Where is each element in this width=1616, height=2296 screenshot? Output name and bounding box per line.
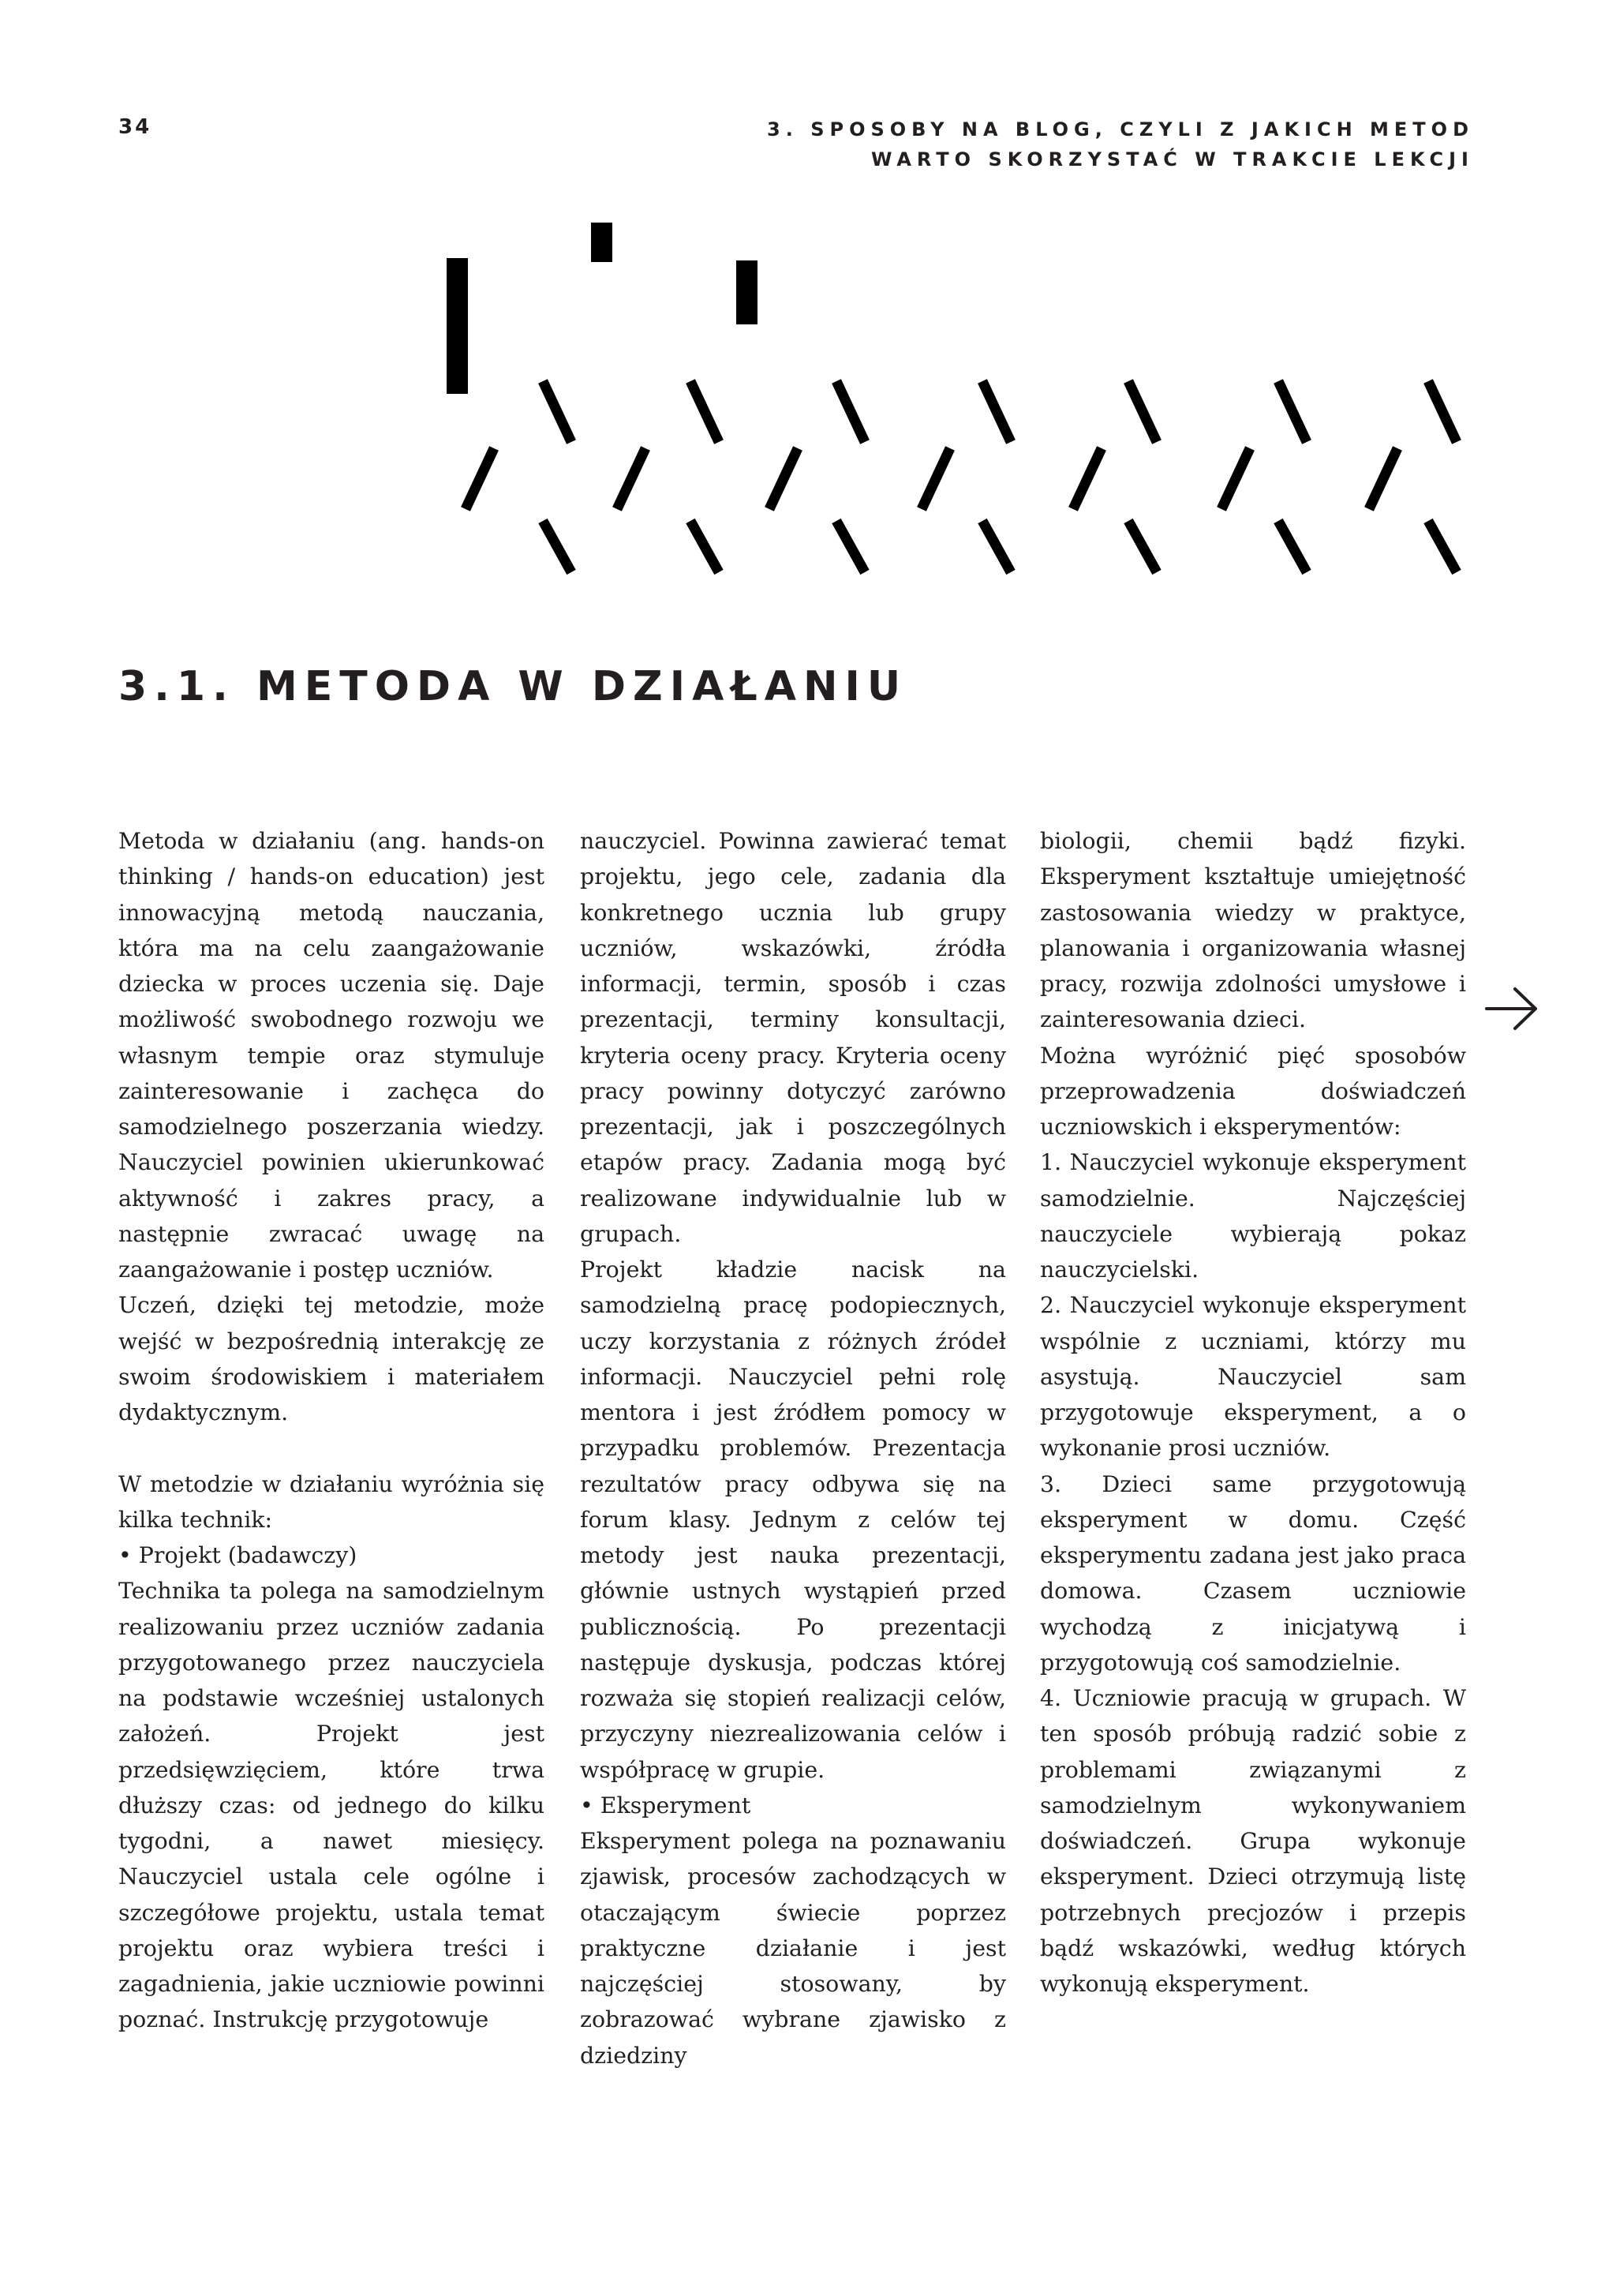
paragraph: • Eksperyment bbox=[580, 1792, 751, 1818]
paragraph: 4. Uczniowie pracują w grupach. W ten sposób próbują radzić sobie z problemami związanymi z samodzielnym wykonywaniem doświadczeń. Grupa wykonuje eksperyment. Dzieci otrzymują listę potrzebnych precjozów i przepis bądź wskazówki, według których wykonują eksperyment. bbox=[1040, 1685, 1466, 1997]
slash-mark bbox=[617, 448, 645, 509]
page-number: 34 bbox=[118, 115, 152, 139]
slash-mark bbox=[1369, 448, 1397, 509]
paragraph: nauczyciel. Powinna zawierać temat projektu, jego cele, zadania dla konkretnego ucznia lub grupy uczniów, wskazówki, źródła informacji, termin, sposób i czas prezentacji, terminy konsultacji, kryteria oceny pracy. Kryteria oceny pracy powinny dotyczyć zarówno prezentacji, jak i poszczególnych etapów pracy. Zadania mogą być realizowane indywidualnie lub w grupach. bbox=[580, 828, 1006, 1247]
slash-mark bbox=[836, 521, 865, 572]
slash-mark bbox=[690, 381, 719, 442]
slash-mark bbox=[1278, 521, 1307, 572]
paragraph: Technika ta polega na samodzielnym realizowaniu przez uczniów zadania przygotowanego przez nauczyciela na podstawie wcześniej ustalonych założeń. Projekt jest przedsięwzięciem, które trwa dłuższy czas: od jednego do kilku tygodni, a nawet miesięcy. Nauczyciel ustala cele ogólne i szczegółowe projektu, ustala temat projektu oraz wybiera treści i zagadnienia, jakie uczniowie powinni poznać. Instrukcję przygotowuje bbox=[118, 1578, 544, 2033]
running-header-line-1: 3. SPOSOBY NA BLOG, CZYLI Z JAKICH METOD bbox=[767, 118, 1474, 140]
text-column-2 bbox=[580, 823, 1006, 2073]
vertical-bar bbox=[591, 223, 612, 262]
text-column-3 bbox=[1040, 823, 1466, 2002]
vertical-bar bbox=[736, 260, 758, 324]
paragraph: W metodzie w działaniu wyróżnia się kilka technik: bbox=[118, 1470, 544, 1533]
paragraph: • Projekt (badawczy) bbox=[118, 1542, 357, 1568]
paragraph: Projekt kładzie nacisk na samodzielną pracę podopiecznych, uczy korzystania z różnych źródeł informacji. Nauczyciel pełni rolę mentora i jest źródłem pomocy w przypadku problemów. Prezentacja rezultatów pracy odbywa się na forum klasy. Jednym z celów tej metody jest nauka prezentacji, głównie ustnych wystąpień przed publicznością. Po prezentacji następuje dyskusja, podczas której rozważa się stopień realizacji celów, przyczyny niezrealizowania celów i współpracę w grupie. bbox=[580, 1257, 1006, 1783]
paragraph: biologii, chemii bądź fizyki. Eksperyment kształtuje umiejętność zastosowania wiedzy w praktyce, planowania i organizowania własnej pracy, rozwija zdolności umysłowe i zainteresowania dzieci. bbox=[1040, 828, 1466, 1033]
vertical-bar bbox=[447, 258, 468, 394]
paragraph: 2. Nauczyciel wykonuje eksperyment wspólnie z uczniami, którzy mu asystują. Nauczyciel sam przygotowuje eksperyment, a o wykonanie prosi uczniów. bbox=[1040, 1292, 1466, 1462]
paragraph: Eksperyment polega na poznawaniu zjawisk, procesów zachodzących w otaczającym świecie poprzez praktyczne działanie i jest najczęściej stosowany, by zobrazować wybrane zjawisko z dziedziny bbox=[580, 1828, 1006, 2069]
slash-mark bbox=[922, 448, 950, 509]
dash-pattern-icon bbox=[0, 0, 1616, 600]
slash-mark bbox=[982, 521, 1011, 572]
paragraph: 1. Nauczyciel wykonuje eksperyment samodzielnie. Najczęściej nauczyciele wybierają pokaz nauczycielski. bbox=[1040, 1149, 1466, 1283]
paragraph: 3. Dzieci same przygotowują eksperyment w domu. Część eksperymentu zadana jest jako praca domowa. Czasem uczniowie wychodzą z inicjatywą i przygotowują coś samodzielnie. bbox=[1040, 1470, 1466, 1676]
arrow-right-icon[interactable] bbox=[1483, 987, 1540, 1031]
slash-mark bbox=[836, 381, 865, 442]
paragraph: Metoda w działaniu (ang. hands-on thinking / hands-on education) jest innowacyjną metodą nauczania, która ma na celu zaangażowanie dziecka w proces uczenia się. Daje możliwość swobodnego rozwoju we własnym tempie oraz stymuluje zainteresowanie i zachęca do samodzielnego poszerzania wiedzy. Nauczyciel powinien ukierunkować aktywność i zakres pracy, a następnie zwracać uwagę na zaangażowanie i postęp uczniów. bbox=[118, 828, 544, 1283]
slash-mark bbox=[982, 381, 1011, 442]
slash-mark bbox=[466, 448, 494, 509]
paragraph-spacer bbox=[118, 1430, 544, 1466]
slash-mark bbox=[1428, 381, 1457, 442]
slash-mark bbox=[690, 521, 719, 572]
slash-mark bbox=[543, 521, 571, 572]
slash-mark bbox=[1221, 448, 1250, 509]
slash-mark bbox=[543, 381, 571, 442]
slash-mark bbox=[1128, 521, 1157, 572]
slash-mark bbox=[1428, 521, 1457, 572]
paragraph: Uczeń, dzięki tej metodzie, może wejść w bezpośrednią interakcję ze swoim środowiskiem i materiałem dydaktycznym. bbox=[118, 1292, 544, 1425]
slash-mark bbox=[1073, 448, 1102, 509]
paragraph: Można wyróżnić pięć sposobów przeprowadzenia doświadczeń uczniowskich i eksperymentów: bbox=[1040, 1042, 1466, 1140]
text-column-1 bbox=[118, 823, 544, 2038]
running-header-line-2: WARTO SKORZYSTAĆ W TRAKCIE LEKCJI bbox=[870, 148, 1474, 170]
slash-mark bbox=[1128, 381, 1157, 442]
slash-mark bbox=[769, 448, 798, 509]
slash-mark bbox=[1278, 381, 1307, 442]
section-title: 3.1. METODA W DZIAŁANIU bbox=[118, 663, 908, 710]
